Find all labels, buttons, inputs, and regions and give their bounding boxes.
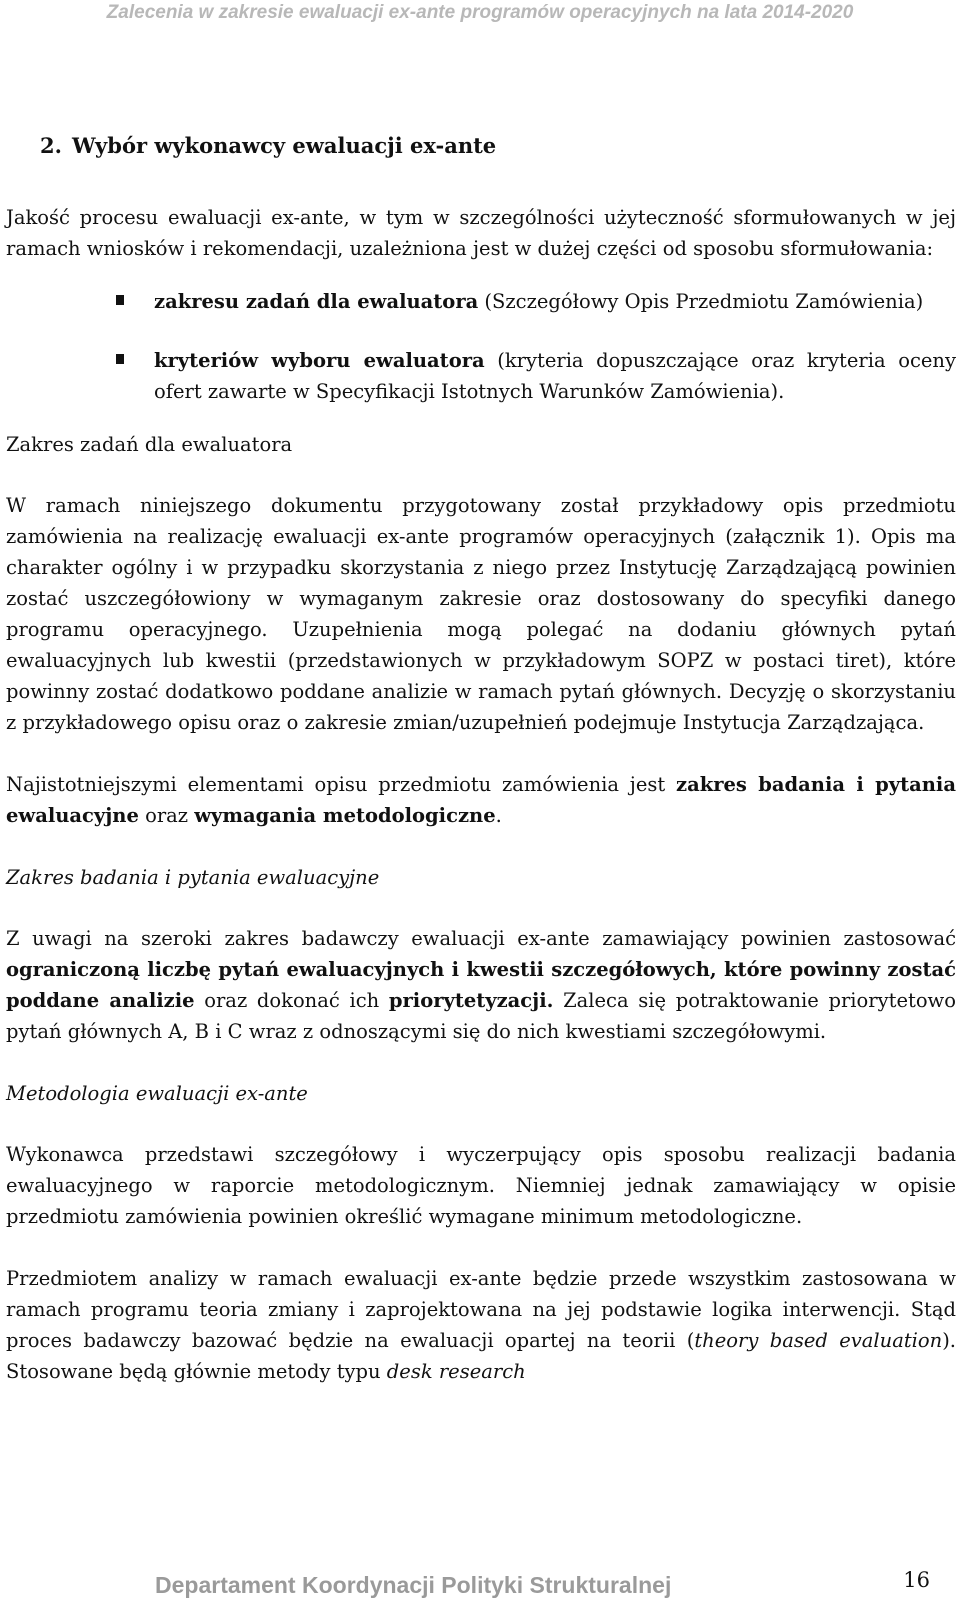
intro-paragraph: Jakość procesu ewaluacji ex-ante, w tym w szczególności użyteczność sformułowanych w jej ramach wniosków i rekomendacji, uzależniona jest w dużej części od sposobu sformułowania:	[6, 206, 956, 260]
paragraph-questions: Z uwagi na szeroki zakres badawczy ewaluacji ex-ante zamawiający powinien zastosować ograniczoną liczbę pytań ewaluacyjnych i kwestii szczegółowych, które powinny zostać poddane analizie oraz dokonać ich priorytetyzacji. Zaleca się potraktowanie priorytetowo pytań głównych A, B i C wraz z odnoszącymi się do nich kwestiami szczegółowymi.	[6, 927, 956, 1043]
paragraph-scope: W ramach niniejszego dokumentu przygotowany został przykładowy opis przedmiotu zamówienia na realizację ewaluacji ex-ante programów operacyjnych (załącznik 1). Opis ma charakter ogólny i w przypadku skorzystania z niego przez Instytucję Zarządzającą powinien zostać uszczegółowiony w wymaganym zakresie oraz dostosowany do specyfiki danego programu operacyjnego. Uzupełnienia mogą polegać na dodaniu głównych pytań ewaluacyjnych lub kwestii (przedstawionych w przykładowym SOPZ w postaci tiret), które powinny zostać dodatkowo poddane analizie w ramach pytań głównych. Decyzję o skorzystaniu z przykładowego opisu oraz o zakresie zmian/uzupełnień podejmuje Instytucja Zarządzająca.	[6, 494, 956, 734]
page-number: 16	[903, 1568, 930, 1592]
running-header: Zalecenia w zakresie ewaluacji ex-ante programów operacyjnych na lata 2014-2020	[106, 2, 854, 23]
footer-department: Departament Koordynacji Polityki Strukturalnej	[155, 1572, 672, 1598]
subheading-methodology: Metodologia ewaluacji ex-ante	[6, 1082, 308, 1105]
page-content	[6, 130, 956, 1387]
italic-phrase: theory based evaluation	[694, 1329, 943, 1352]
bold-phrase: zakres badania i pytania ewaluacyjne	[6, 773, 956, 827]
subheading-questions: Zakres badania i pytania ewaluacyjne	[6, 866, 380, 889]
section-number: 2.	[40, 133, 62, 158]
list-item-bold: zakresu zadań dla ewaluatora	[154, 290, 479, 313]
list-item-text: (Szczegółowy Opis Przedmiotu Zamówienia)	[478, 290, 924, 313]
paragraph-key-elements: Najistotniejszymi elementami opisu przedmiotu zamówienia jest zakres badania i pytania ewaluacyjne oraz wymagania metodologiczne.	[6, 773, 956, 827]
bold-phrase: wymagania metodologiczne	[194, 804, 496, 827]
list-item-text: (kryteria dopuszczające oraz kryteria oceny ofert zawarte w Specyfikacji Istotnych Warunków Zamówienia).	[154, 349, 956, 403]
list-item	[6, 345, 956, 407]
subheading-scope: Zakres zadań dla ewaluatora	[6, 433, 293, 456]
square-bullet-icon	[116, 295, 124, 305]
list-item-bold: kryteriów wyboru ewaluatora	[154, 349, 485, 372]
criteria-list	[6, 286, 956, 407]
bold-phrase: ograniczoną liczbę pytań ewaluacyjnych i kwestii szczegółowych, które powinny zostać poddane analizie	[6, 958, 956, 1012]
section-title	[40, 130, 956, 162]
paragraph-methodology: Wykonawca przedstawi szczegółowy i wyczerpujący opis sposobu realizacji badania ewaluacyjnego w raporcie metodologicznym. Niemniej jednak zamawiający w opisie przedmiotu zamówienia powinien określić wymagane minimum metodologiczne.	[6, 1143, 956, 1228]
section-title-text: Wybór wykonawcy ewaluacji ex-ante	[71, 133, 497, 158]
bold-phrase: priorytetyzacji.	[388, 989, 554, 1012]
square-bullet-icon	[116, 354, 124, 364]
paragraph-analysis: Przedmiotem analizy w ramach ewaluacji ex-ante będzie przede wszystkim zastosowana w ramach programu teoria zmiany i zaprojektowana na jej podstawie logika interwencji. Stąd proces badawczy bazować będzie na ewaluacji opartej na teorii (theory based evaluation). Stosowane będą głównie metody typu desk research	[6, 1267, 957, 1383]
italic-phrase: desk research	[386, 1360, 526, 1383]
list-item	[6, 286, 956, 317]
